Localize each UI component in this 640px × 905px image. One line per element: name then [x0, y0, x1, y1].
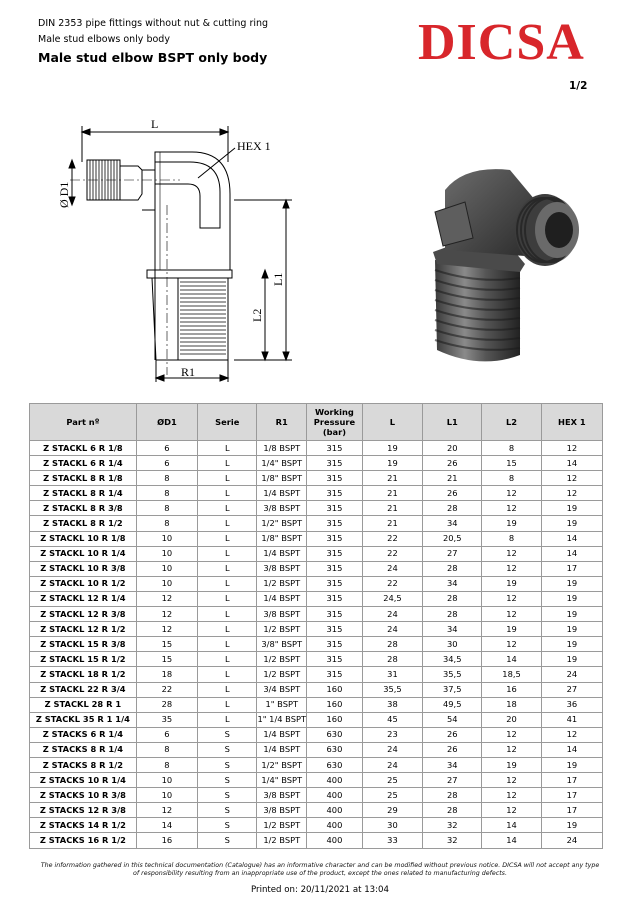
table-cell: 12: [541, 441, 602, 456]
table-cell: 6: [136, 441, 197, 456]
table-cell: L: [198, 622, 257, 637]
table-cell: 24: [362, 561, 422, 576]
table-cell: L: [198, 591, 257, 606]
column-header: R1: [257, 404, 307, 441]
table-cell: 1/4 BSPT: [257, 591, 307, 606]
column-header: ØD1: [136, 404, 197, 441]
table-row: [30, 667, 603, 682]
table-row: [30, 622, 603, 637]
table-cell: 14: [482, 652, 541, 667]
disclaimer-text: [28, 862, 612, 878]
part-number-cell: Z STACKS 6 R 1/4: [30, 727, 137, 742]
table-cell: 10: [136, 788, 197, 803]
table-row: [30, 818, 603, 833]
table-cell: 22: [362, 576, 422, 591]
part-number-cell: Z STACKS 10 R 1/4: [30, 773, 137, 788]
table-cell: 315: [307, 591, 363, 606]
table-cell: 8: [482, 471, 541, 486]
table-cell: 1/2 BSPT: [257, 622, 307, 637]
column-header: L: [362, 404, 422, 441]
table-cell: 28: [423, 591, 482, 606]
part-number-cell: Z STACKL 15 R 3/8: [30, 637, 137, 652]
table-cell: S: [198, 757, 257, 772]
table-cell: 10: [136, 531, 197, 546]
table-cell: 28: [423, 501, 482, 516]
table-cell: 15: [482, 456, 541, 471]
table-cell: 27: [423, 773, 482, 788]
table-cell: L: [198, 637, 257, 652]
disclaimer-line: The information gathered in this technical documentation (Catalogue) has an informative character and can be modified without previous notice. DICSA will not accept any type: [40, 862, 600, 869]
part-number-cell: Z STACKL 10 R 1/2: [30, 576, 137, 591]
table-cell: 315: [307, 667, 363, 682]
table-cell: 41: [541, 712, 602, 727]
table-cell: 27: [541, 682, 602, 697]
table-cell: L: [198, 576, 257, 591]
table-cell: 45: [362, 712, 422, 727]
part-number-cell: Z STACKL 12 R 1/4: [30, 591, 137, 606]
table-cell: S: [198, 818, 257, 833]
part-number-cell: Z STACKL 35 R 1 1/4: [30, 712, 137, 727]
table-row: [30, 576, 603, 591]
table-cell: 1/4 BSPT: [257, 727, 307, 742]
table-cell: 19: [482, 576, 541, 591]
column-header: Serie: [198, 404, 257, 441]
table-cell: 12: [136, 607, 197, 622]
table-row: [30, 757, 603, 772]
table-cell: 19: [482, 516, 541, 531]
table-cell: 160: [307, 682, 363, 697]
table-cell: 400: [307, 803, 363, 818]
table-cell: L: [198, 712, 257, 727]
table-cell: S: [198, 742, 257, 757]
table-cell: 24: [541, 833, 602, 848]
table-cell: 15: [136, 637, 197, 652]
part-number-cell: Z STACKL 22 R 3/4: [30, 682, 137, 697]
table-cell: 30: [423, 637, 482, 652]
table-row: [30, 773, 603, 788]
table-cell: 24: [362, 607, 422, 622]
table-cell: 1/2 BSPT: [257, 818, 307, 833]
table-cell: 315: [307, 561, 363, 576]
part-number-cell: Z STACKS 16 R 1/2: [30, 833, 137, 848]
technical-drawing: [30, 110, 320, 390]
table-cell: 10: [136, 773, 197, 788]
column-header: L2: [482, 404, 541, 441]
dimension-label-d1: Ø D1: [57, 181, 71, 208]
table-row: [30, 697, 603, 712]
table-cell: 12: [482, 501, 541, 516]
product-render-image: [425, 160, 585, 370]
table-cell: 14: [541, 546, 602, 561]
table-cell: 34: [423, 622, 482, 637]
dimension-label-r1: R1: [181, 365, 196, 379]
table-cell: 8: [136, 471, 197, 486]
table-row: [30, 441, 603, 456]
table-cell: 12: [482, 788, 541, 803]
document-title: Male stud elbow BSPT only body: [38, 50, 268, 65]
table-cell: 28: [362, 652, 422, 667]
table-cell: 12: [482, 727, 541, 742]
table-cell: 1" 1/4 BSPT: [257, 712, 307, 727]
table-cell: 26: [423, 486, 482, 501]
table-cell: 400: [307, 773, 363, 788]
table-cell: 8: [136, 757, 197, 772]
part-number-cell: Z STACKS 10 R 3/8: [30, 788, 137, 803]
table-cell: 3/8 BSPT: [257, 561, 307, 576]
part-number-cell: Z STACKS 8 R 1/2: [30, 757, 137, 772]
table-cell: 25: [362, 788, 422, 803]
table-cell: 12: [482, 773, 541, 788]
table-cell: 1/8 BSPT: [257, 441, 307, 456]
table-cell: 26: [423, 742, 482, 757]
table-cell: 315: [307, 622, 363, 637]
table-row: [30, 456, 603, 471]
table-row: [30, 531, 603, 546]
table-cell: 34,5: [423, 652, 482, 667]
table-cell: 24: [362, 622, 422, 637]
table-row: [30, 637, 603, 652]
table-cell: 14: [541, 456, 602, 471]
part-number-cell: Z STACKL 10 R 1/4: [30, 546, 137, 561]
table-cell: 14: [541, 742, 602, 757]
table-cell: 12: [482, 591, 541, 606]
table-cell: 630: [307, 727, 363, 742]
table-cell: S: [198, 727, 257, 742]
table-cell: 12: [482, 561, 541, 576]
table-cell: 315: [307, 637, 363, 652]
table-cell: 49,5: [423, 697, 482, 712]
table-cell: 18,5: [482, 667, 541, 682]
part-number-cell: Z STACKS 12 R 3/8: [30, 803, 137, 818]
table-cell: 22: [362, 546, 422, 561]
table-cell: S: [198, 833, 257, 848]
table-cell: 315: [307, 441, 363, 456]
table-cell: 33: [362, 833, 422, 848]
part-number-cell: Z STACKL 6 R 1/8: [30, 441, 137, 456]
table-cell: 29: [362, 803, 422, 818]
table-cell: 1/4 BSPT: [257, 486, 307, 501]
table-cell: 31: [362, 667, 422, 682]
table-cell: L: [198, 561, 257, 576]
table-cell: 6: [136, 456, 197, 471]
table-cell: 24: [362, 742, 422, 757]
table-cell: 630: [307, 742, 363, 757]
part-number-cell: Z STACKL 8 R 1/8: [30, 471, 137, 486]
part-number-cell: Z STACKL 10 R 3/8: [30, 561, 137, 576]
table-cell: 8: [136, 742, 197, 757]
table-cell: L: [198, 546, 257, 561]
table-cell: 1/8" BSPT: [257, 531, 307, 546]
column-header: Part nº: [30, 404, 137, 441]
table-row: [30, 591, 603, 606]
table-cell: S: [198, 773, 257, 788]
table-cell: 12: [541, 727, 602, 742]
table-cell: 8: [136, 486, 197, 501]
dicsa-logo: DICSA: [418, 14, 585, 71]
table-cell: 19: [482, 622, 541, 637]
table-cell: 19: [541, 576, 602, 591]
table-cell: 37,5: [423, 682, 482, 697]
dimension-label-l2: L2: [250, 308, 264, 322]
table-cell: 22: [136, 682, 197, 697]
table-cell: 160: [307, 697, 363, 712]
table-cell: 21: [362, 516, 422, 531]
table-cell: S: [198, 803, 257, 818]
table-cell: 17: [541, 561, 602, 576]
table-cell: 315: [307, 576, 363, 591]
table-cell: 19: [541, 652, 602, 667]
table-cell: 19: [541, 501, 602, 516]
table-cell: 19: [541, 516, 602, 531]
table-row: [30, 833, 603, 848]
dimension-label-hex: HEX 1: [237, 139, 271, 153]
document-subtitle-category: Male stud elbows only body: [38, 34, 170, 45]
table-row: [30, 682, 603, 697]
table-cell: 14: [482, 818, 541, 833]
table-cell: 3/8 BSPT: [257, 501, 307, 516]
table-cell: 3/4 BSPT: [257, 682, 307, 697]
table-cell: 8: [136, 501, 197, 516]
table-cell: 19: [362, 456, 422, 471]
table-row: [30, 561, 603, 576]
table-cell: 160: [307, 712, 363, 727]
table-cell: 1/4" BSPT: [257, 456, 307, 471]
table-cell: 28: [423, 607, 482, 622]
table-cell: 24,5: [362, 591, 422, 606]
table-cell: 20: [482, 712, 541, 727]
part-number-cell: Z STACKL 8 R 3/8: [30, 501, 137, 516]
table-cell: 400: [307, 833, 363, 848]
table-cell: 28: [423, 788, 482, 803]
table-cell: 1/2" BSPT: [257, 516, 307, 531]
table-cell: L: [198, 607, 257, 622]
table-cell: 315: [307, 471, 363, 486]
table-cell: 34: [423, 757, 482, 772]
table-cell: 10: [136, 546, 197, 561]
table-cell: 3/8 BSPT: [257, 803, 307, 818]
table-cell: 1/2 BSPT: [257, 576, 307, 591]
table-row: [30, 742, 603, 757]
table-cell: L: [198, 652, 257, 667]
table-cell: 21: [362, 486, 422, 501]
printed-date: Printed on: 20/11/2021 at 13:04: [251, 885, 389, 895]
table-cell: L: [198, 501, 257, 516]
page-number: 1/2: [569, 80, 588, 92]
table-row: [30, 607, 603, 622]
table-cell: 16: [482, 682, 541, 697]
table-cell: S: [198, 788, 257, 803]
table-cell: 12: [482, 742, 541, 757]
table-cell: 35: [136, 712, 197, 727]
document-subtitle-standard: DIN 2353 pipe fittings without nut & cutting ring: [38, 18, 269, 29]
part-number-cell: Z STACKS 8 R 1/4: [30, 742, 137, 757]
table-cell: 15: [136, 652, 197, 667]
table-cell: 12: [136, 803, 197, 818]
table-cell: 27: [423, 546, 482, 561]
table-row: [30, 516, 603, 531]
part-number-cell: Z STACKS 14 R 1/2: [30, 818, 137, 833]
table-cell: 21: [362, 501, 422, 516]
table-row: [30, 803, 603, 818]
part-number-cell: Z STACKL 12 R 3/8: [30, 607, 137, 622]
table-cell: 315: [307, 652, 363, 667]
table-cell: L: [198, 486, 257, 501]
table-cell: 19: [482, 757, 541, 772]
table-cell: 315: [307, 531, 363, 546]
table-cell: 24: [362, 757, 422, 772]
table-cell: 12: [541, 471, 602, 486]
table-row: [30, 652, 603, 667]
part-number-cell: Z STACKL 10 R 1/8: [30, 531, 137, 546]
table-row: [30, 471, 603, 486]
table-cell: 26: [423, 456, 482, 471]
table-cell: 28: [362, 637, 422, 652]
table-cell: 12: [482, 637, 541, 652]
table-cell: 16: [136, 833, 197, 848]
table-cell: 28: [423, 561, 482, 576]
table-cell: 1/2 BSPT: [257, 667, 307, 682]
part-number-cell: Z STACKL 18 R 1/2: [30, 667, 137, 682]
table-cell: 28: [136, 697, 197, 712]
table-cell: 19: [362, 441, 422, 456]
table-cell: 400: [307, 788, 363, 803]
table-cell: L: [198, 697, 257, 712]
table-cell: 630: [307, 757, 363, 772]
part-number-cell: Z STACKL 8 R 1/2: [30, 516, 137, 531]
table-cell: 19: [541, 818, 602, 833]
table-cell: 1/4" BSPT: [257, 773, 307, 788]
table-cell: 28: [423, 803, 482, 818]
table-cell: 12: [541, 486, 602, 501]
table-cell: 24: [541, 667, 602, 682]
table-cell: 10: [136, 576, 197, 591]
table-cell: 315: [307, 486, 363, 501]
table-cell: 17: [541, 788, 602, 803]
table-cell: 14: [482, 833, 541, 848]
table-cell: L: [198, 531, 257, 546]
table-cell: L: [198, 667, 257, 682]
table-cell: 3/8" BSPT: [257, 637, 307, 652]
table-cell: 17: [541, 773, 602, 788]
table-cell: 30: [362, 818, 422, 833]
table-cell: 14: [136, 818, 197, 833]
table-cell: 19: [541, 591, 602, 606]
table-row: [30, 788, 603, 803]
table-cell: 14: [541, 531, 602, 546]
table-cell: 1/2" BSPT: [257, 757, 307, 772]
table-cell: 54: [423, 712, 482, 727]
column-header: Working Pressure (bar): [307, 404, 363, 441]
part-number-cell: Z STACKL 15 R 1/2: [30, 652, 137, 667]
table-row: [30, 727, 603, 742]
table-cell: L: [198, 441, 257, 456]
table-cell: 22: [362, 531, 422, 546]
table-cell: 17: [541, 803, 602, 818]
table-cell: 10: [136, 561, 197, 576]
table-cell: 18: [482, 697, 541, 712]
table-cell: 35,5: [423, 667, 482, 682]
disclaimer-line: of responsibility resulting from an inappropriate use of the product, except the ones related to manufacturing defects.: [133, 870, 507, 877]
table-cell: 1/2 BSPT: [257, 833, 307, 848]
table-cell: 12: [482, 803, 541, 818]
table-cell: 3/8 BSPT: [257, 788, 307, 803]
table-cell: L: [198, 682, 257, 697]
table-cell: 35,5: [362, 682, 422, 697]
table-cell: 38: [362, 697, 422, 712]
table-cell: 34: [423, 516, 482, 531]
table-row: [30, 501, 603, 516]
table-cell: 18: [136, 667, 197, 682]
part-number-cell: Z STACKL 12 R 1/2: [30, 622, 137, 637]
table-cell: 20,5: [423, 531, 482, 546]
table-cell: 315: [307, 456, 363, 471]
table-cell: 6: [136, 727, 197, 742]
table-cell: 36: [541, 697, 602, 712]
table-cell: 315: [307, 501, 363, 516]
table-cell: 19: [541, 607, 602, 622]
table-cell: 21: [423, 471, 482, 486]
table-cell: 20: [423, 441, 482, 456]
part-number-cell: Z STACKL 28 R 1: [30, 697, 137, 712]
table-cell: 3/8 BSPT: [257, 607, 307, 622]
table-cell: 23: [362, 727, 422, 742]
table-cell: 32: [423, 833, 482, 848]
table-cell: 8: [136, 516, 197, 531]
specification-table: [29, 403, 603, 849]
table-cell: 34: [423, 576, 482, 591]
table-cell: 12: [136, 622, 197, 637]
table-cell: 315: [307, 546, 363, 561]
table-cell: 400: [307, 818, 363, 833]
table-cell: 12: [482, 607, 541, 622]
part-number-cell: Z STACKL 6 R 1/4: [30, 456, 137, 471]
dimension-label-l: L: [151, 117, 159, 131]
table-cell: 19: [541, 637, 602, 652]
table-cell: 19: [541, 757, 602, 772]
table-cell: 12: [482, 546, 541, 561]
table-cell: 1" BSPT: [257, 697, 307, 712]
table-cell: 1/2 BSPT: [257, 652, 307, 667]
table-header-row: [30, 404, 603, 441]
table-cell: 19: [541, 622, 602, 637]
table-cell: 26: [423, 727, 482, 742]
column-header: L1: [423, 404, 482, 441]
table-cell: 12: [482, 486, 541, 501]
table-cell: 8: [482, 441, 541, 456]
table-cell: 12: [136, 591, 197, 606]
table-cell: 21: [362, 471, 422, 486]
part-number-cell: Z STACKL 8 R 1/4: [30, 486, 137, 501]
table-cell: 8: [482, 531, 541, 546]
table-row: [30, 712, 603, 727]
table-cell: L: [198, 456, 257, 471]
table-cell: 25: [362, 773, 422, 788]
table-cell: L: [198, 516, 257, 531]
table-cell: 1/8" BSPT: [257, 471, 307, 486]
table-cell: 32: [423, 818, 482, 833]
table-row: [30, 546, 603, 561]
table-cell: 315: [307, 607, 363, 622]
table-row: [30, 486, 603, 501]
table-cell: 315: [307, 516, 363, 531]
column-header: HEX 1: [541, 404, 602, 441]
table-cell: L: [198, 471, 257, 486]
dimension-label-l1: L1: [271, 272, 285, 286]
table-cell: 1/4 BSPT: [257, 742, 307, 757]
table-cell: 1/4 BSPT: [257, 546, 307, 561]
